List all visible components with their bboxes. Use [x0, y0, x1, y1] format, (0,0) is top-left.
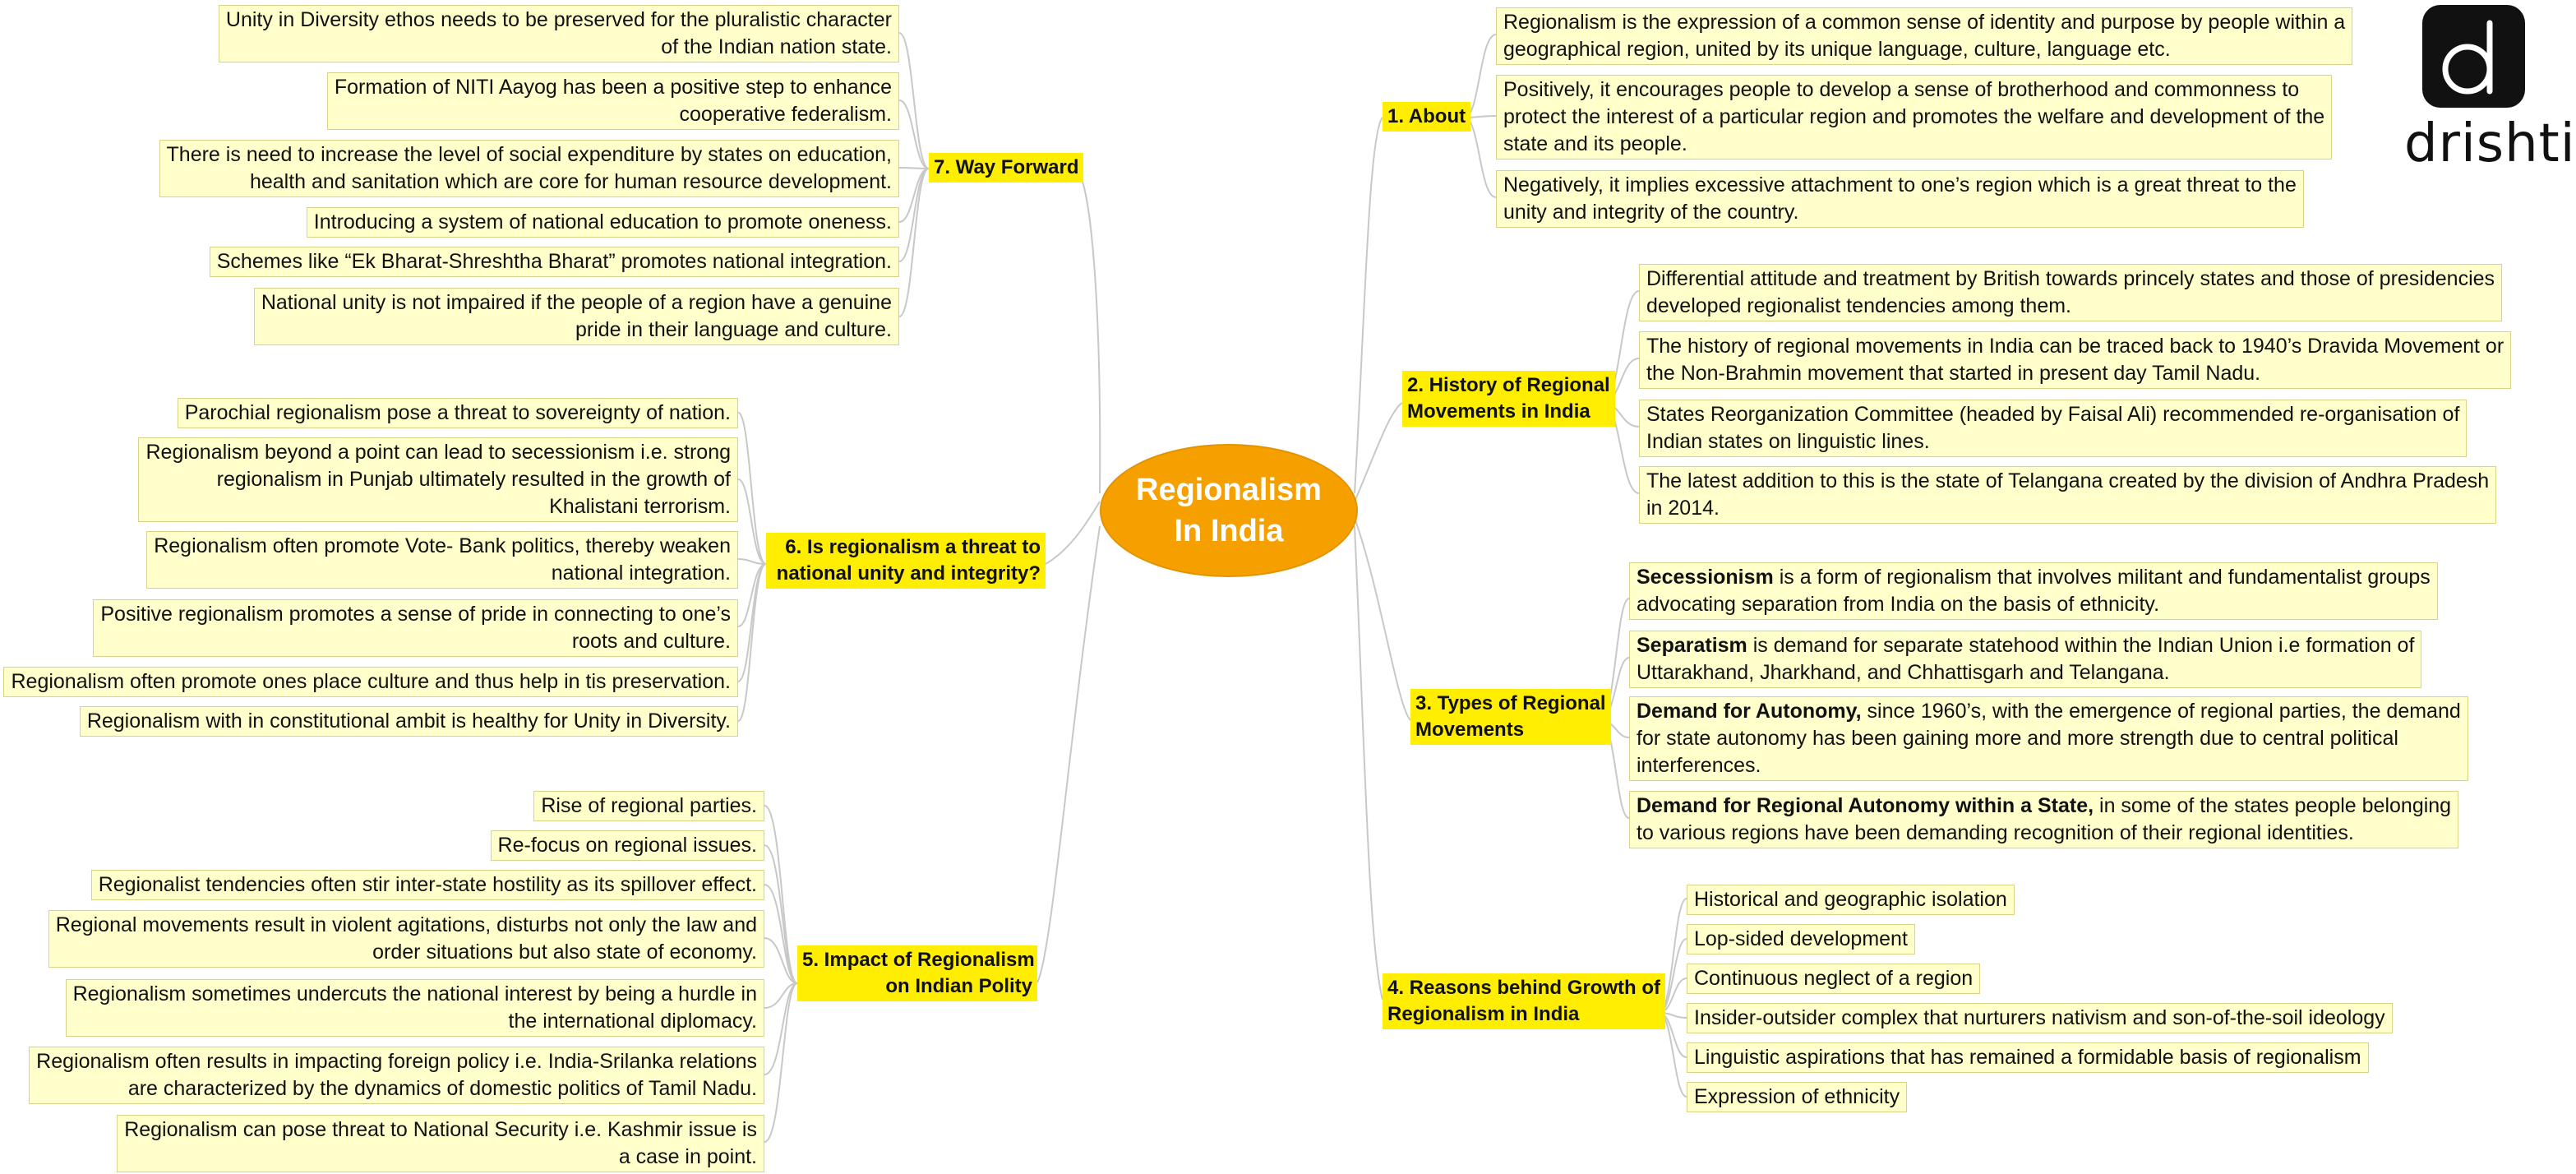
- reasons-item-1: Historical and geographic isolation: [1687, 885, 2015, 915]
- history-item-3: States Reorganization Committee (headed by Faisal Ali) recommended re-organisation of Indian states on linguistic lines.: [1639, 400, 2467, 457]
- link-center-threat: [1046, 501, 1100, 564]
- logo-wordmark: drishti: [2404, 113, 2576, 174]
- reasons-item-3: Continuous neglect of a region: [1687, 964, 1980, 994]
- way-item-3: There is need to increase the level of social expenditure by states on education, health and sanitation which are core for human resource development.: [159, 140, 899, 197]
- types-item-4-term: Demand for Regional Autonomy within a State,: [1637, 794, 2094, 817]
- history-item-1: Differential attitude and treatment by British towards princely states and those of presidencies developed regionalist tendencies among them.: [1639, 264, 2502, 321]
- types-item-1-term: Secessionism: [1637, 566, 1774, 589]
- impact-item-4: Regional movements result in violent agitations, disturbs not only the law and order situations but also state of economy.: [48, 910, 764, 968]
- types-item-3-term: Demand for Autonomy,: [1637, 700, 1862, 723]
- impact-item-5: Regionalism sometimes undercuts the national interest by being a hurdle in the international diplomacy.: [66, 979, 764, 1037]
- branch-way-forward[interactable]: 7. Way Forward: [929, 153, 1083, 183]
- types-item-2-term: Separatism: [1637, 634, 1747, 657]
- threat-item-5: Regionalism often promote ones place culture and thus help in tis preservation.: [3, 667, 738, 697]
- reasons-item-2: Lop-sided development: [1687, 924, 1915, 954]
- link-center-types: [1355, 518, 1410, 720]
- types-item-4: [1629, 791, 2458, 848]
- link-center-impact: [1037, 526, 1100, 982]
- way-item-4: Introducing a system of national education to promote oneness.: [307, 207, 899, 238]
- threat-item-2: Regionalism beyond a point can lead to secessionism i.e. strong regionalism in Punjab ultimately resulted in the growth of Khalistani terrorism.: [138, 437, 738, 522]
- history-item-4: The latest addition to this is the state of Telangana created by the division of Andhra Pradesh in 2014.: [1639, 466, 2496, 524]
- reasons-item-5: Linguistic aspirations that has remained a formidable basis of regionalism: [1687, 1042, 2369, 1073]
- about-item-3: Negatively, it implies excessive attachment to one’s region which is a great threat to the unity and integrity of the country.: [1496, 170, 2304, 228]
- impact-item-3: Regionalist tendencies often stir inter-state hostility as its spillover effect.: [91, 870, 764, 900]
- threat-item-3: Regionalism often promote Vote- Bank politics, thereby weaken national integration.: [146, 531, 738, 589]
- way-item-6: National unity is not impaired if the people of a region have a genuine pride in their language and culture.: [254, 288, 899, 345]
- types-item-4-text: in some of the states people belonging to various regions have been demanding recognition of their regional identities.: [1637, 794, 2452, 844]
- way-item-2: Formation of NITI Aayog has been a positive step to enhance cooperative federalism.: [327, 72, 899, 130]
- way-item-1: Unity in Diversity ethos needs to be preserved for the pluralistic character of the Indian nation state.: [219, 5, 899, 62]
- way-item-5: Schemes like “Ek Bharat-Shreshtha Bharat” promotes national integration.: [210, 247, 899, 277]
- types-item-2-text: is demand for separate statehood within the Indian Union i.e formation of Uttarakhand, Jharkhand, and Chhattisgarh and Telangana.: [1637, 634, 2415, 684]
- threat-item-6: Regionalism with in constitutional ambit is healthy for Unity in Diversity.: [80, 706, 738, 737]
- link-center-about: [1355, 118, 1383, 493]
- impact-item-1: Rise of regional parties.: [533, 791, 764, 821]
- link-center-reasons: [1355, 526, 1383, 1000]
- drishti-logo: [2404, 5, 2576, 178]
- branch-types[interactable]: 3. Types of Regional Movements: [1410, 689, 1611, 745]
- history-item-2: The history of regional movements in India can be traced back to 1940’s Dravida Movement or the Non-Brahmin movement that started in present day Tamil Nadu.: [1639, 331, 2511, 389]
- impact-item-2: Re-focus on regional issues.: [491, 830, 764, 861]
- about-item-1: Regionalism is the expression of a common sense of identity and purpose by people within a geographical region, united by its unique language, culture, language etc.: [1496, 7, 2352, 65]
- branch-history[interactable]: 2. History of Regional Movements in India: [1402, 371, 1615, 427]
- about-item-2: Positively, it encourages people to develop a sense of brotherhood and commonness to protect the interest of a particular region and promotes the welfare and development of the state and its people.: [1496, 75, 2332, 159]
- logo-d-glyph-icon: [2422, 5, 2525, 108]
- threat-item-1: Parochial regionalism pose a threat to sovereignty of nation.: [178, 398, 738, 428]
- reasons-item-6: Expression of ethnicity: [1687, 1082, 1907, 1112]
- link-center-history: [1355, 403, 1402, 501]
- link-center-way: [1077, 169, 1100, 493]
- branch-threat[interactable]: 6. Is regionalism a threat to national unity and integrity?: [766, 533, 1046, 589]
- types-item-1-text: is a form of regionalism that involves militant and fundamentalist groups advocating separation from India on the basis of ethnicity.: [1637, 566, 2431, 616]
- logo-icon: [2422, 5, 2525, 108]
- impact-item-6: Regionalism often results in impacting foreign policy i.e. India-Srilanka relations are characterized by the dynamics of domestic politics of Tamil Nadu.: [29, 1047, 764, 1104]
- threat-item-4: Positive regionalism promotes a sense of pride in connecting to one’s roots and culture.: [93, 599, 738, 657]
- types-item-3: [1629, 696, 2468, 781]
- types-item-3-text: since 1960’s, with the emergence of regional parties, the demand for state autonomy has been gaining more and more strength due to central political interferences.: [1637, 700, 2461, 777]
- types-item-2: [1629, 631, 2421, 688]
- central-topic[interactable]: [1100, 444, 1358, 577]
- branch-reasons[interactable]: 4. Reasons behind Growth of Regionalism in India: [1383, 973, 1665, 1029]
- types-item-1: [1629, 562, 2438, 620]
- branch-about[interactable]: 1. About: [1383, 102, 1470, 132]
- central-topic-line1: Regionalism: [1136, 473, 1322, 507]
- central-topic-line2: In India: [1174, 514, 1284, 548]
- impact-item-7: Regionalism can pose threat to National Security i.e. Kashmir issue is a case in point.: [117, 1115, 764, 1172]
- reasons-item-4: Insider-outsider complex that nurturers nativism and son-of-the-soil ideology: [1687, 1003, 2393, 1033]
- branch-impact[interactable]: 5. Impact of Regionalism on Indian Polity: [797, 945, 1037, 1001]
